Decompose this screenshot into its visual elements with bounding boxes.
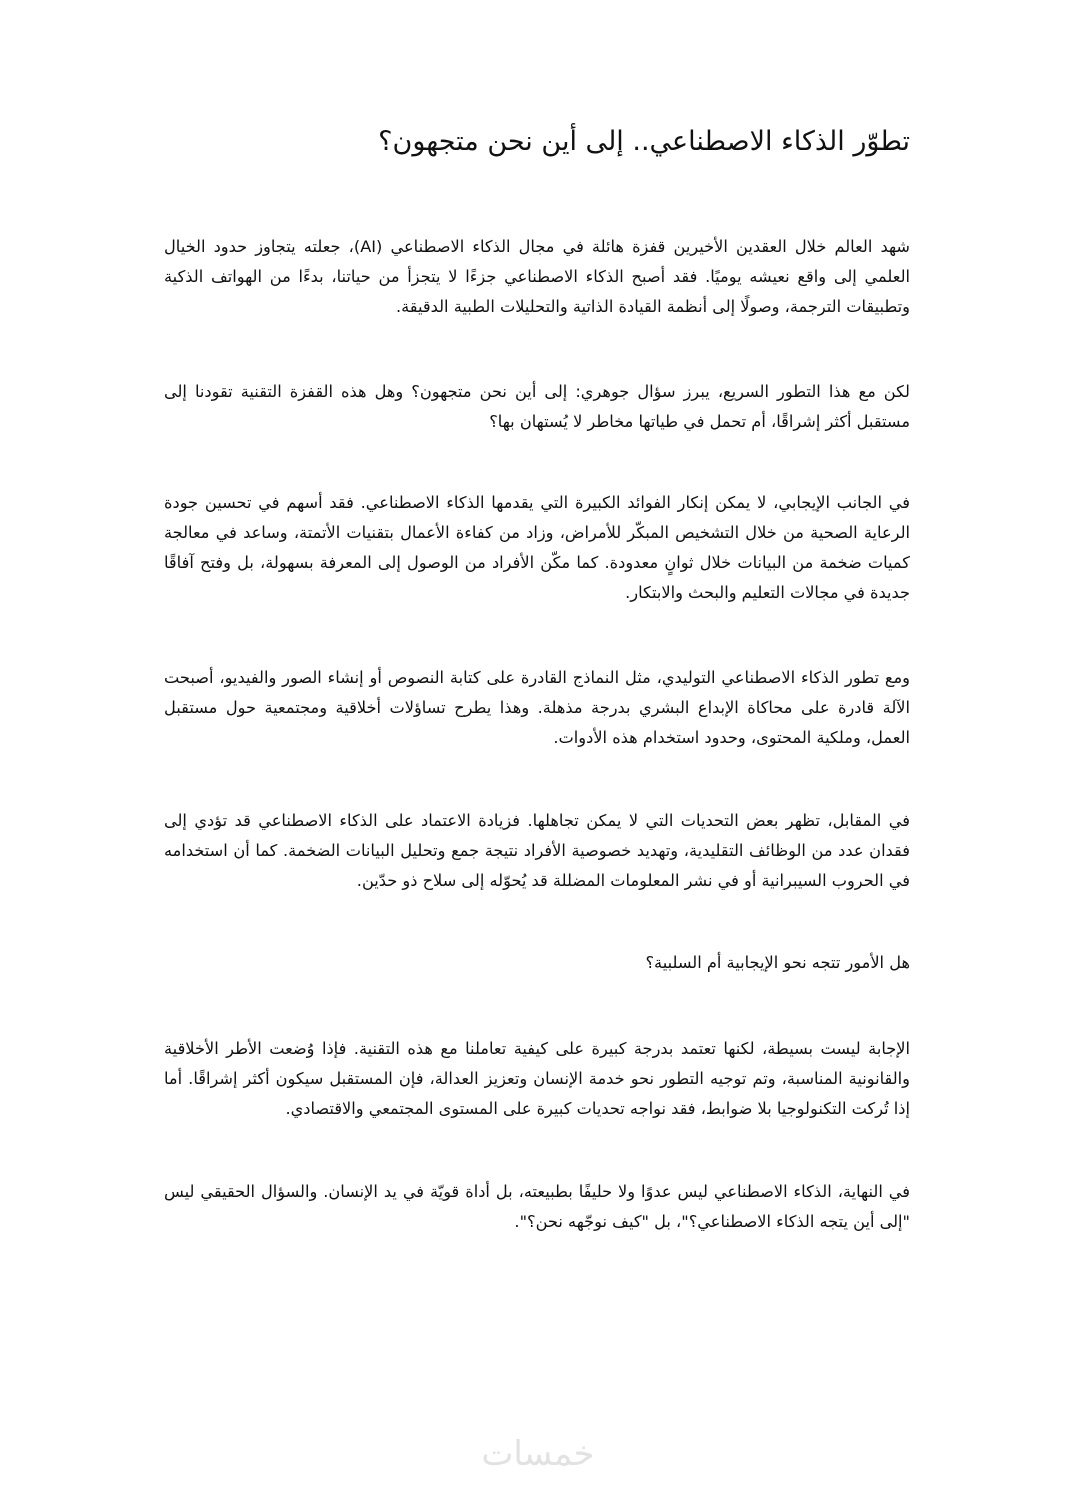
paragraph-answer: الإجابة ليست بسيطة، لكنها تعتمد بدرجة كبيرة على كيفية تعاملنا مع هذه التقنية. فإذا وُضعت الأطر الأخلاقية والقانونية المناسبة، وتم توجيه التطور نحو خدمة الإنسان وتعزيز العدالة، فإن المستقبل سيكون أكثر إشراقًا. أما إذا تُركت التكنولوجيا بلا ضوابط، فقد نواجه تحديات كبيرة على المستوى المجتمعي والاقتصادي. <box>164 1039 910 1118</box>
paragraph-intro: شهد العالم خلال العقدين الأخيرين قفزة هائلة في مجال الذكاء الاصطناعي (AI)، جعلته يتجاوز حدود الخيال العلمي إلى واقع نعيشه يوميًا. فقد أصبح الذكاء الاصطناعي جزءًا لا يتجزأ من حياتنا، بدءًا من الهواتف الذكية وتطبيقات الترجمة، وصولًا إلى أنظمة القيادة الذاتية والتحليلات الطبية الدقيقة. <box>164 237 910 316</box>
document-title: تطوّر الذكاء الاصطناعي.. إلى أين نحن متجهون؟ <box>378 126 910 157</box>
paragraph-generative-ai: ومع تطور الذكاء الاصطناعي التوليدي، مثل النماذج القادرة على كتابة النصوص أو إنشاء الصور والفيديو، أصبحت الآلة قادرة على محاكاة الإبداع البشري بدرجة مذهلة. وهذا يطرح تساؤلات أخلاقية ومجتمعية حول مستقبل العمل، وملكية المحتوى، وحدود استخدام هذه الأدوات. <box>164 668 910 747</box>
paragraph-question-intro: لكن مع هذا التطور السريع، يبرز سؤال جوهري: إلى أين نحن متجهون؟ وهل هذه القفزة التقنية تقودنا إلى مستقبل أكثر إشراقًا، أم تحمل في طياتها مخاطر لا يُستهان بها؟ <box>164 382 910 431</box>
section-question: هل الأمور تتجه نحو الإيجابية أم السلبية؟ <box>645 953 910 972</box>
khamsat-watermark-logo: خمسات <box>481 1434 595 1474</box>
paragraph-challenges: في المقابل، تظهر بعض التحديات التي لا يمكن تجاهلها. فزيادة الاعتماد على الذكاء الاصطناعي قد تؤدي إلى فقدان عدد من الوظائف التقليدية، وتهديد خصوصية الأفراد نتيجة جمع وتحليل البيانات الضخمة. كما أن استخدامه في الحروب السيبرانية أو في نشر المعلومات المضللة قد يُحوّله إلى سلاح ذو حدّين. <box>164 811 910 890</box>
paragraph-conclusion: في النهاية، الذكاء الاصطناعي ليس عدوًا ولا حليفًا بطبيعته، بل أداة قويّة في يد الإنسان. والسؤال الحقيقي ليس "إلى أين يتجه الذكاء الاصطناعي؟"، بل "كيف نوجّهه نحن؟". <box>164 1182 910 1231</box>
paragraph-positive-side: في الجانب الإيجابي، لا يمكن إنكار الفوائد الكبيرة التي يقدمها الذكاء الاصطناعي. فقد أسهم في تحسين جودة الرعاية الصحية من خلال التشخيص المبكّر للأمراض، وزاد من كفاءة الأعمال بتقنيات الأتمتة، وساعد في معالجة كميات ضخمة من البيانات خلال ثوانٍ معدودة. كما مكّن الأفراد من الوصول إلى المعرفة بسهولة، بل وفتح آفاقًا جديدة في مجالات التعليم والبحث والابتكار. <box>164 493 910 602</box>
